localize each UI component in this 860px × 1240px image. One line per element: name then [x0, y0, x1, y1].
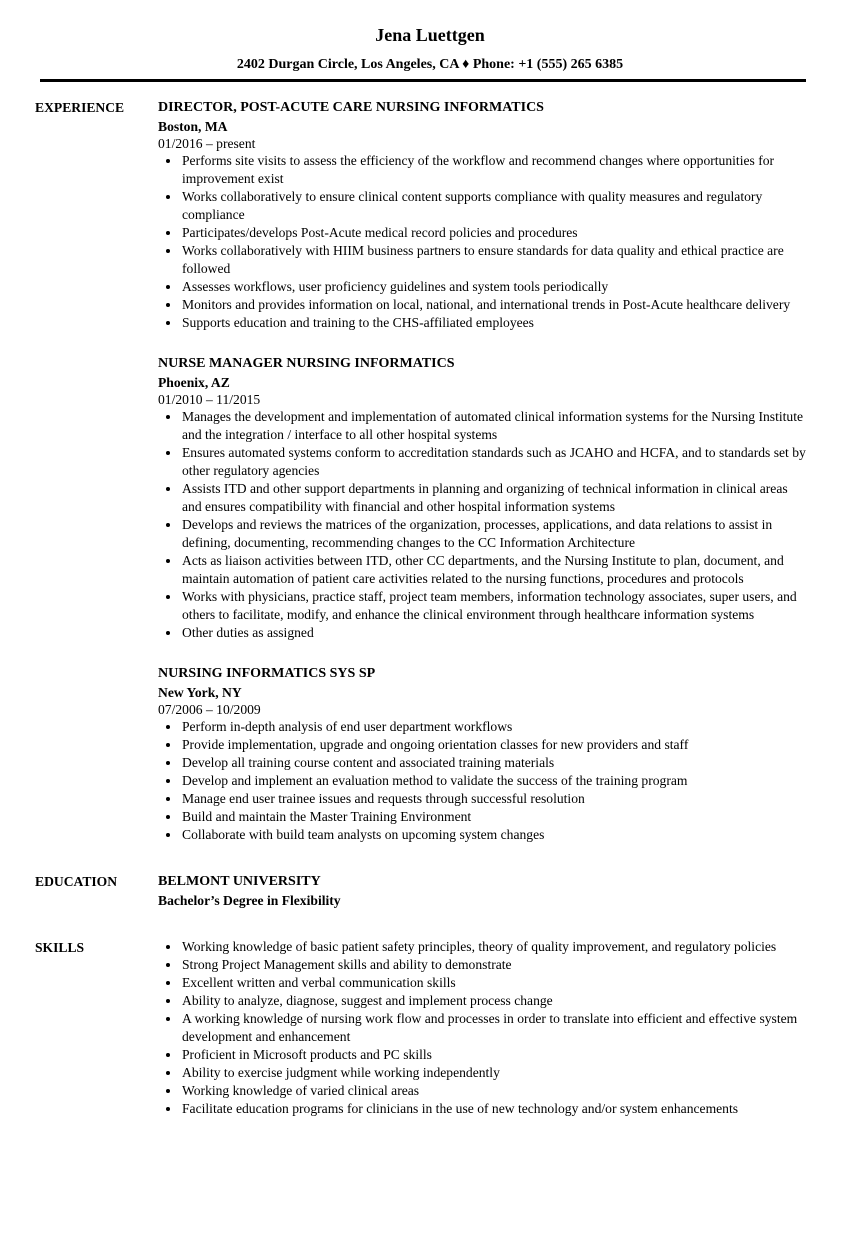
bullet-item: • Build and maintain the Master Training Environment: [181, 808, 810, 826]
bullet-item: • Develops and reviews the matrices of the organization, processes, applications, and data relations to assist in defining, documenting, recommending changes to the CC Information Architecture: [181, 516, 810, 552]
job-location: Boston, MA: [158, 119, 228, 134]
experience-label: EXPERIENCE: [35, 100, 125, 115]
bullet-item: • Other duties as assigned: [181, 624, 810, 642]
bullet-item: • Manage end user trainee issues and requests through successful resolution: [181, 790, 810, 808]
job-bullet-list: [158, 408, 810, 642]
bullet-item: • Acts as liaison activities between ITD, other CC departments, and the Nursing Institute to plan, document, and maintain automation of patient care activities related to the nursing functions, procedures and protocols: [181, 552, 810, 588]
bullet-item: • Perform in-depth analysis of end user department workflows: [181, 718, 810, 736]
job-title: NURSING INFORMATICS SYS SP: [158, 666, 376, 681]
bullet-item: • Excellent written and verbal communication skills: [181, 974, 810, 992]
skills-content: [158, 938, 810, 1118]
job-bullet-list: [158, 152, 810, 332]
job-dates: 01/2010 – 11/2015: [158, 392, 261, 407]
bullet-item: • Performs site visits to assess the efficiency of the workflow and recommend changes where opportunities for improvement exist: [181, 152, 810, 188]
job-location: Phoenix, AZ: [158, 375, 230, 390]
section-skills: [35, 938, 810, 1118]
bullet-item: • Ability to exercise judgment while working independently: [181, 1064, 810, 1082]
resume-body: [0, 82, 860, 1118]
bullet-item: • Assesses workflows, user proficiency guidelines and system tools periodically: [181, 278, 810, 296]
bullet-item: • Proficient in Microsoft products and PC skills: [181, 1046, 810, 1064]
bullet-item: • Assists ITD and other support departments in planning and organizing of technical information in clinical areas and ensures compatibility with financial and other hospital information systems: [181, 480, 810, 516]
skills-label: SKILLS: [35, 940, 85, 955]
bullet-item: • Working knowledge of varied clinical areas: [181, 1082, 810, 1100]
job-entry: [158, 98, 810, 332]
bullet-item: • Develop and implement an evaluation method to validate the success of the training program: [181, 772, 810, 790]
section-experience: [35, 98, 810, 844]
degree-name: Bachelor’s Degree in Flexibility: [158, 893, 341, 908]
bullet-item: • Manages the development and implementation of automated clinical information systems for the Nursing Institute and the integration / interface to all other hospital systems: [181, 408, 810, 444]
job-bullet-list: [158, 718, 810, 844]
bullet-item: • Participates/develops Post-Acute medical record policies and procedures: [181, 224, 810, 242]
bullet-item: • Monitors and provides information on local, national, and international trends in Post-Acute healthcare delivery: [181, 296, 810, 314]
job-title: NURSE MANAGER NURSING INFORMATICS: [158, 356, 455, 371]
bullet-item: • Develop all training course content and associated training materials: [181, 754, 810, 772]
skills-bullet-list: [158, 938, 810, 1118]
bullet-item: • Ability to analyze, diagnose, suggest and implement process change: [181, 992, 810, 1010]
bullet-item: • A working knowledge of nursing work flow and processes in order to translate into efficient and effective system development and enhancement: [181, 1010, 810, 1046]
experience-content: [158, 98, 810, 844]
candidate-name: Jena Luettgen: [375, 25, 485, 45]
education-label: EDUCATION: [35, 874, 118, 889]
bullet-item: • Collaborate with build team analysts on upcoming system changes: [181, 826, 810, 844]
job-entry: [158, 664, 810, 844]
bullet-item: • Facilitate education programs for clinicians in the use of new technology and/or system enhancements: [181, 1100, 810, 1118]
job-location: New York, NY: [158, 685, 242, 700]
bullet-item: • Strong Project Management skills and ability to demonstrate: [181, 956, 810, 974]
bullet-item: • Provide implementation, upgrade and ongoing orientation classes for new providers and staff: [181, 736, 810, 754]
bullet-item: • Works collaboratively with HIIM business partners to ensure standards for data quality and ethical practice are followed: [181, 242, 810, 278]
bullet-item: • Ensures automated systems conform to accreditation standards such as JCAHO and HCFA, and to standards set by other regulatory agencies: [181, 444, 810, 480]
job-dates: 01/2016 – present: [158, 136, 256, 151]
job-title: DIRECTOR, POST-ACUTE CARE NURSING INFORMATICS: [158, 100, 544, 115]
bullet-item: • Works with physicians, practice staff, project team members, information technology associates, super users, and others to facilitate, modify, and enhance the clinical environment through healthcare information systems: [181, 588, 810, 624]
section-education: [35, 872, 810, 910]
bullet-item: • Works collaboratively to ensure clinical content supports compliance with quality measures and regulatory compliance: [181, 188, 810, 224]
job-dates: 07/2006 – 10/2009: [158, 702, 261, 717]
education-content: [158, 872, 810, 910]
contact-line: 2402 Durgan Circle, Los Angeles, CA ♦ Phone: +1 (555) 265 6385: [236, 57, 624, 72]
school-name: BELMONT UNIVERSITY: [158, 874, 321, 889]
job-entry: [158, 354, 810, 642]
bullet-item: • Working knowledge of basic patient safety principles, theory of quality improvement, and regulatory policies: [181, 938, 810, 956]
resume-header: [0, 24, 860, 82]
bullet-item: • Supports education and training to the CHS-affiliated employees: [181, 314, 810, 332]
